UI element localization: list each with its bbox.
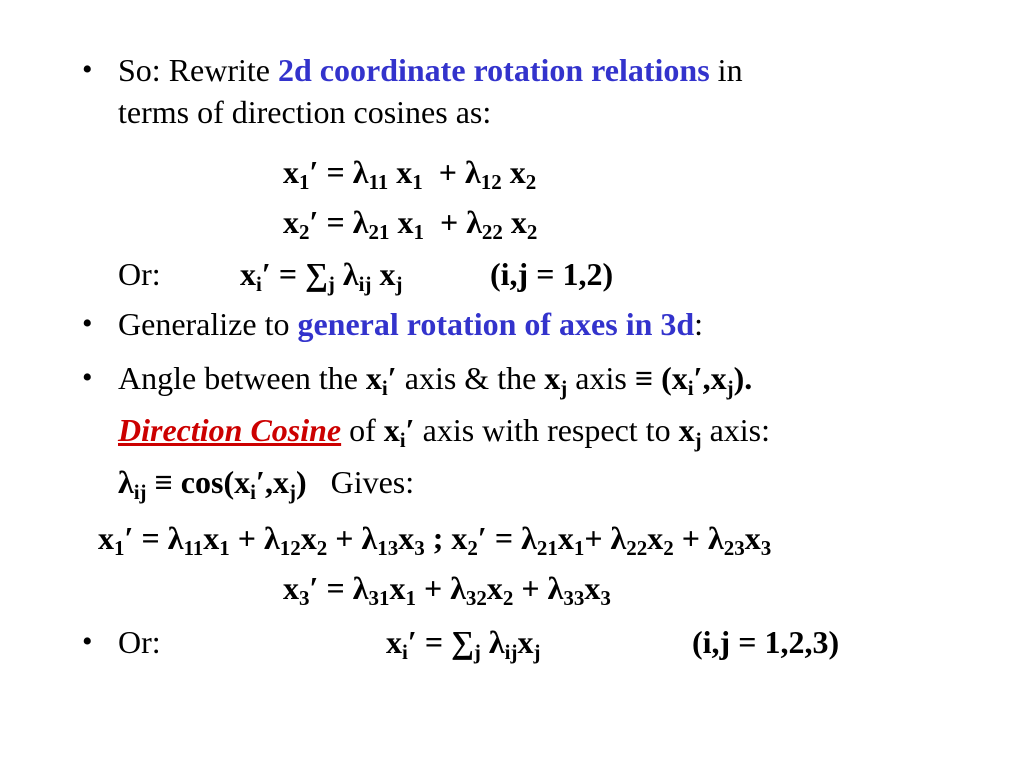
eq3-l: x: [647, 520, 664, 556]
dc-t1: of: [341, 412, 384, 448]
eq3-e-sub: 2: [316, 536, 328, 560]
bullet-4-marker: •: [82, 625, 93, 658]
eq3-l-sub: 2: [663, 536, 674, 560]
eq3-j: x: [557, 520, 574, 556]
eq2-lhs: x: [283, 204, 299, 240]
or-line-2d-equation: [240, 254, 402, 294]
eq4-c-sub: 1: [405, 586, 416, 610]
eq3-k: + λ: [584, 520, 627, 556]
b3-e-sub2: j: [726, 376, 734, 400]
bullet-1-line-2: terms of direction cosines as:: [118, 94, 492, 130]
dc-xj: x: [678, 412, 695, 448]
eq3-d-sub: 12: [279, 536, 301, 560]
b3-e-end: ).: [733, 360, 753, 396]
lam-def-sub2: j: [288, 480, 296, 504]
eq2-x2: x: [502, 204, 527, 240]
or-line-3d-equation: [386, 622, 540, 662]
or2-lhs: x: [386, 624, 402, 660]
eq3-c: x: [203, 520, 220, 556]
eq3-f-sub: 13: [377, 536, 399, 560]
eq1-l1-sub: 11: [368, 170, 389, 194]
equation-x2-prime: [283, 202, 537, 242]
eq2-l1-sub: 21: [368, 220, 390, 244]
eq4-c: x: [389, 570, 406, 606]
lam-def-gives: Gives:: [306, 464, 415, 500]
eq3-i: ′ = λ: [477, 520, 537, 556]
eq3-a: x: [98, 520, 114, 556]
or2-lhs-sub: i: [402, 640, 408, 664]
or1-lam: λ: [334, 256, 359, 292]
b3-x2: x: [544, 360, 561, 396]
or2-lam: λ: [480, 624, 505, 660]
eq1-x1-sub: 1: [412, 170, 423, 194]
eq3-g-sub: 3: [414, 536, 425, 560]
b3-x1: x: [365, 360, 382, 396]
or2-x-sub: j: [533, 640, 541, 664]
equation-x1-prime: [283, 152, 536, 192]
eq4-f-sub: 33: [563, 586, 585, 610]
dc-x-sub: i: [399, 428, 406, 452]
equation-3d-x1-x2: [98, 518, 771, 558]
lam-def-sub1: i: [250, 480, 256, 504]
eq3-j-sub: 1: [573, 536, 585, 560]
bullet-4-label: Or:: [118, 624, 161, 660]
direction-cosine-line: [118, 410, 770, 450]
lambda-definition-line: [118, 462, 414, 502]
bullet-1-prefix: So: Rewrite: [118, 52, 278, 88]
eq1-x2: x: [501, 154, 526, 190]
eq3-h-sub: 2: [467, 536, 478, 560]
bullet-2-highlight: general rotation of axes in 3d: [297, 306, 695, 342]
eq4-f: + λ: [513, 570, 564, 606]
lam-def-mid: ′,x: [255, 464, 289, 500]
b3-e-sub1: i: [687, 376, 694, 400]
eq3-g: x: [398, 520, 415, 556]
bullet-1-suffix: in: [709, 52, 743, 88]
b3-t3: axis: [567, 360, 635, 396]
or2-op: ′ = ∑: [407, 624, 474, 660]
eq2-op: ′ = λ: [309, 204, 369, 240]
eq4-g-sub: 3: [600, 586, 611, 610]
eq4-a-sub: 3: [299, 586, 310, 610]
eq1-lhs-sub: 1: [299, 170, 310, 194]
lam-def-end: ): [295, 464, 307, 500]
bullet-1-marker: •: [82, 53, 93, 86]
lam-def-lam: λ: [118, 464, 134, 500]
bullet-2-line: [118, 304, 703, 344]
or-line-3d-range: (i,j = 1,2,3): [692, 624, 840, 660]
or1-lhs-sub: i: [256, 272, 262, 296]
or2-lam-sub: ij: [504, 640, 518, 664]
b3-x2-sub: j: [560, 376, 568, 400]
or2-sum-sub: j: [473, 640, 481, 664]
or-line-2d-label: Or:: [118, 256, 161, 292]
eq3-d: + λ: [229, 520, 280, 556]
b3-t2: axis & the: [396, 360, 545, 396]
or1-lam-sub: ij: [358, 272, 372, 296]
or1-x: x: [371, 256, 396, 292]
eq4-b: ′ = λ: [309, 570, 369, 606]
eq2-plus: + λ: [423, 204, 482, 240]
b3-equiv: ≡ (x: [634, 360, 688, 396]
b3-t1: Angle between the: [118, 360, 366, 396]
or1-sum-sub: j: [327, 272, 335, 296]
eq4-b-sub: 31: [368, 586, 390, 610]
bullet-3-marker: •: [82, 361, 93, 394]
eq2-lhs-sub: 2: [299, 220, 310, 244]
equation-3d-x3: [283, 568, 611, 608]
eq3-e: x: [300, 520, 317, 556]
eq4-d: + λ: [415, 570, 466, 606]
eq4-a: x: [283, 570, 299, 606]
b3-x1-prime: ′: [387, 360, 397, 396]
eq4-e-sub: 2: [502, 586, 514, 610]
eq3-a-sub: 1: [114, 536, 125, 560]
eq3-n-sub: 3: [760, 536, 772, 560]
bullet-1-highlight: 2d coordinate rotation relations: [277, 52, 710, 88]
eq3-m: + λ: [673, 520, 724, 556]
or1-x-sub: j: [395, 272, 403, 296]
eq2-x1: x: [389, 204, 414, 240]
lam-def-lam-sub: ij: [133, 480, 147, 504]
direction-cosine-term: Direction Cosine: [118, 412, 342, 448]
eq3-f: + λ: [327, 520, 378, 556]
b3-e-mid: ′,x: [693, 360, 727, 396]
bullet-1-line-1: [118, 50, 743, 90]
dc-t3: axis:: [701, 412, 770, 448]
bullet-3-line: [118, 358, 752, 398]
eq2-x1-sub: 1: [413, 220, 424, 244]
eq3-b-sub: 11: [183, 536, 204, 560]
eq2-x2-sub: 2: [526, 220, 538, 244]
or-line-2d-range: (i,j = 1,2): [490, 256, 614, 292]
eq1-lhs: x: [283, 154, 299, 190]
eq1-l2-sub: 12: [480, 170, 502, 194]
eq1-x2-sub: 2: [525, 170, 537, 194]
bullet-2-marker: •: [82, 307, 93, 340]
bullet-2-prefix: Generalize to: [118, 306, 298, 342]
eq3-h: ; x: [424, 520, 468, 556]
dc-x: x: [383, 412, 400, 448]
eq4-d-sub: 32: [465, 586, 487, 610]
eq3-b: ′ = λ: [124, 520, 184, 556]
eq3-n: x: [744, 520, 761, 556]
b3-x1-sub: i: [381, 376, 388, 400]
eq4-g: x: [584, 570, 601, 606]
or2-x: x: [517, 624, 534, 660]
or1-op: ′ = ∑: [261, 256, 328, 292]
eq1-x1: x: [388, 154, 413, 190]
eq2-l2-sub: 22: [481, 220, 503, 244]
eq4-e: x: [486, 570, 503, 606]
dc-x-prime: ′: [405, 412, 415, 448]
eq1-op: ′ = λ: [309, 154, 369, 190]
eq3-i-sub: 21: [536, 536, 558, 560]
bullet-2-suffix: :: [694, 306, 704, 342]
eq1-plus: + λ: [422, 154, 481, 190]
eq3-k-sub: 22: [626, 536, 648, 560]
dc-t2: axis with respect to: [414, 412, 679, 448]
eq3-m-sub: 23: [723, 536, 745, 560]
eq3-c-sub: 1: [219, 536, 230, 560]
dc-xj-sub: j: [694, 428, 702, 452]
lam-def-def: ≡ cos(x: [146, 464, 251, 500]
or1-lhs: x: [240, 256, 256, 292]
